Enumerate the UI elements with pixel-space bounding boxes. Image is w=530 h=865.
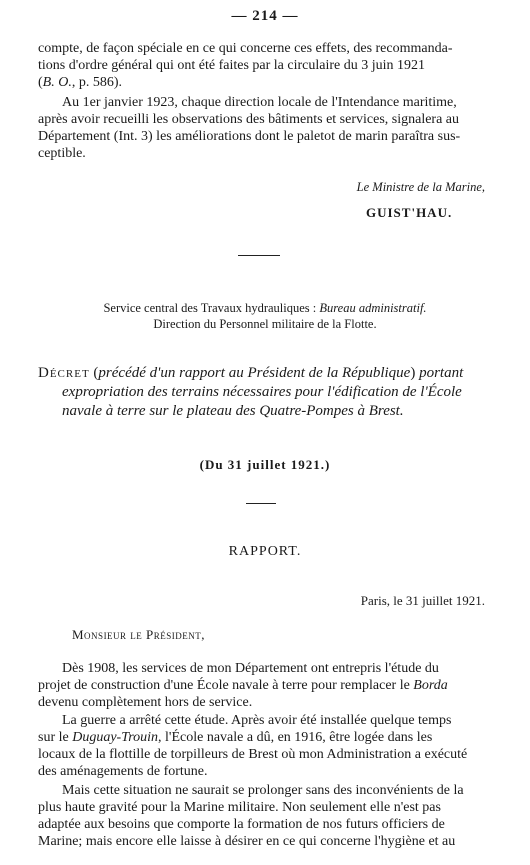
text-line: Au 1er janvier 1923, chaque direction locale de l'Intendance maritime, bbox=[62, 95, 457, 110]
body-paragraph-guerre bbox=[38, 712, 512, 780]
text-line: sur le Duguay-Trouin, l'École navale a dû, en 1916, être logée dans les bbox=[38, 730, 433, 745]
minister-title: Le Ministre de la Marine, bbox=[356, 180, 485, 194]
text-line: après avoir recueilli les observations des bâtiments et services, signalera au bbox=[38, 112, 460, 127]
service-line: Direction du Personnel militaire de la Flotte. bbox=[153, 317, 377, 331]
text-line: projet de construction d'une École navale à terre pour remplacer le Borda bbox=[38, 678, 448, 693]
decree-line: navale à terre sur le plateau des Quatre-Pompes à Brest. bbox=[62, 403, 404, 419]
section-divider bbox=[238, 255, 280, 256]
salutation: Monsieur le Président, bbox=[72, 627, 206, 642]
minister-signature: GUIST'HAU. bbox=[366, 205, 453, 220]
rapport-heading: RAPPORT. bbox=[228, 544, 302, 559]
decree-title bbox=[38, 364, 512, 421]
text-line: Département (Int. 3) les améliorations dont le paletot de marin paraîtra sus- bbox=[38, 129, 461, 144]
section-divider bbox=[246, 503, 276, 504]
text-line: adaptée aux besoins que comporte la formation de nos futurs officiers de bbox=[38, 817, 445, 832]
paragraph-continuation bbox=[38, 40, 512, 91]
text-line: des aménagements de fortune. bbox=[38, 764, 208, 779]
decree-line: expropriation des terrains nécessaires pour l'édification de l'École bbox=[62, 384, 462, 400]
text-line: tions d'ordre général qui ont été faites par la circulaire du 3 juin 1921 bbox=[38, 58, 426, 73]
text-line: ceptible. bbox=[38, 146, 86, 161]
paragraph-january-1923 bbox=[38, 94, 512, 162]
text-line: La guerre a arrêté cette étude. Après avoir été installée quelque temps bbox=[62, 713, 452, 728]
body-paragraph-1908 bbox=[38, 660, 512, 711]
text-line: plus haute gravité pour la Marine militaire. Non seulement elle n'est pas bbox=[38, 800, 441, 815]
text-line: compte, de façon spéciale en ce qui concerne ces effets, des recommanda- bbox=[38, 41, 453, 56]
text-line: Dès 1908, les services de mon Département ont entrepris l'étude du bbox=[62, 661, 439, 676]
service-line: Service central des Travaux hydrauliques : Bureau administratif. bbox=[103, 301, 427, 315]
page-number: — 214 — bbox=[231, 8, 299, 24]
decree-date: (Du 31 juillet 1921.) bbox=[199, 457, 331, 472]
text-line: Mais cette situation ne saurait se prolonger sans des inconvénients de la bbox=[62, 783, 464, 798]
service-header bbox=[0, 300, 530, 332]
body-paragraph-situation bbox=[38, 782, 512, 850]
decree-line: Décret (précédé d'un rapport au Président de la République) portant bbox=[38, 365, 464, 381]
text-line: (B. O., p. 586). bbox=[38, 75, 123, 90]
text-line: locaux de la flottille de torpilleurs de Brest où mon Administration a exécuté bbox=[38, 747, 468, 762]
place-date: Paris, le 31 juillet 1921. bbox=[360, 593, 485, 608]
text-line: Marine; mais encore elle laisse à désirer en ce qui concerne l'hygiène et au bbox=[38, 834, 456, 849]
text-line: devenu complètement hors de service. bbox=[38, 695, 253, 710]
